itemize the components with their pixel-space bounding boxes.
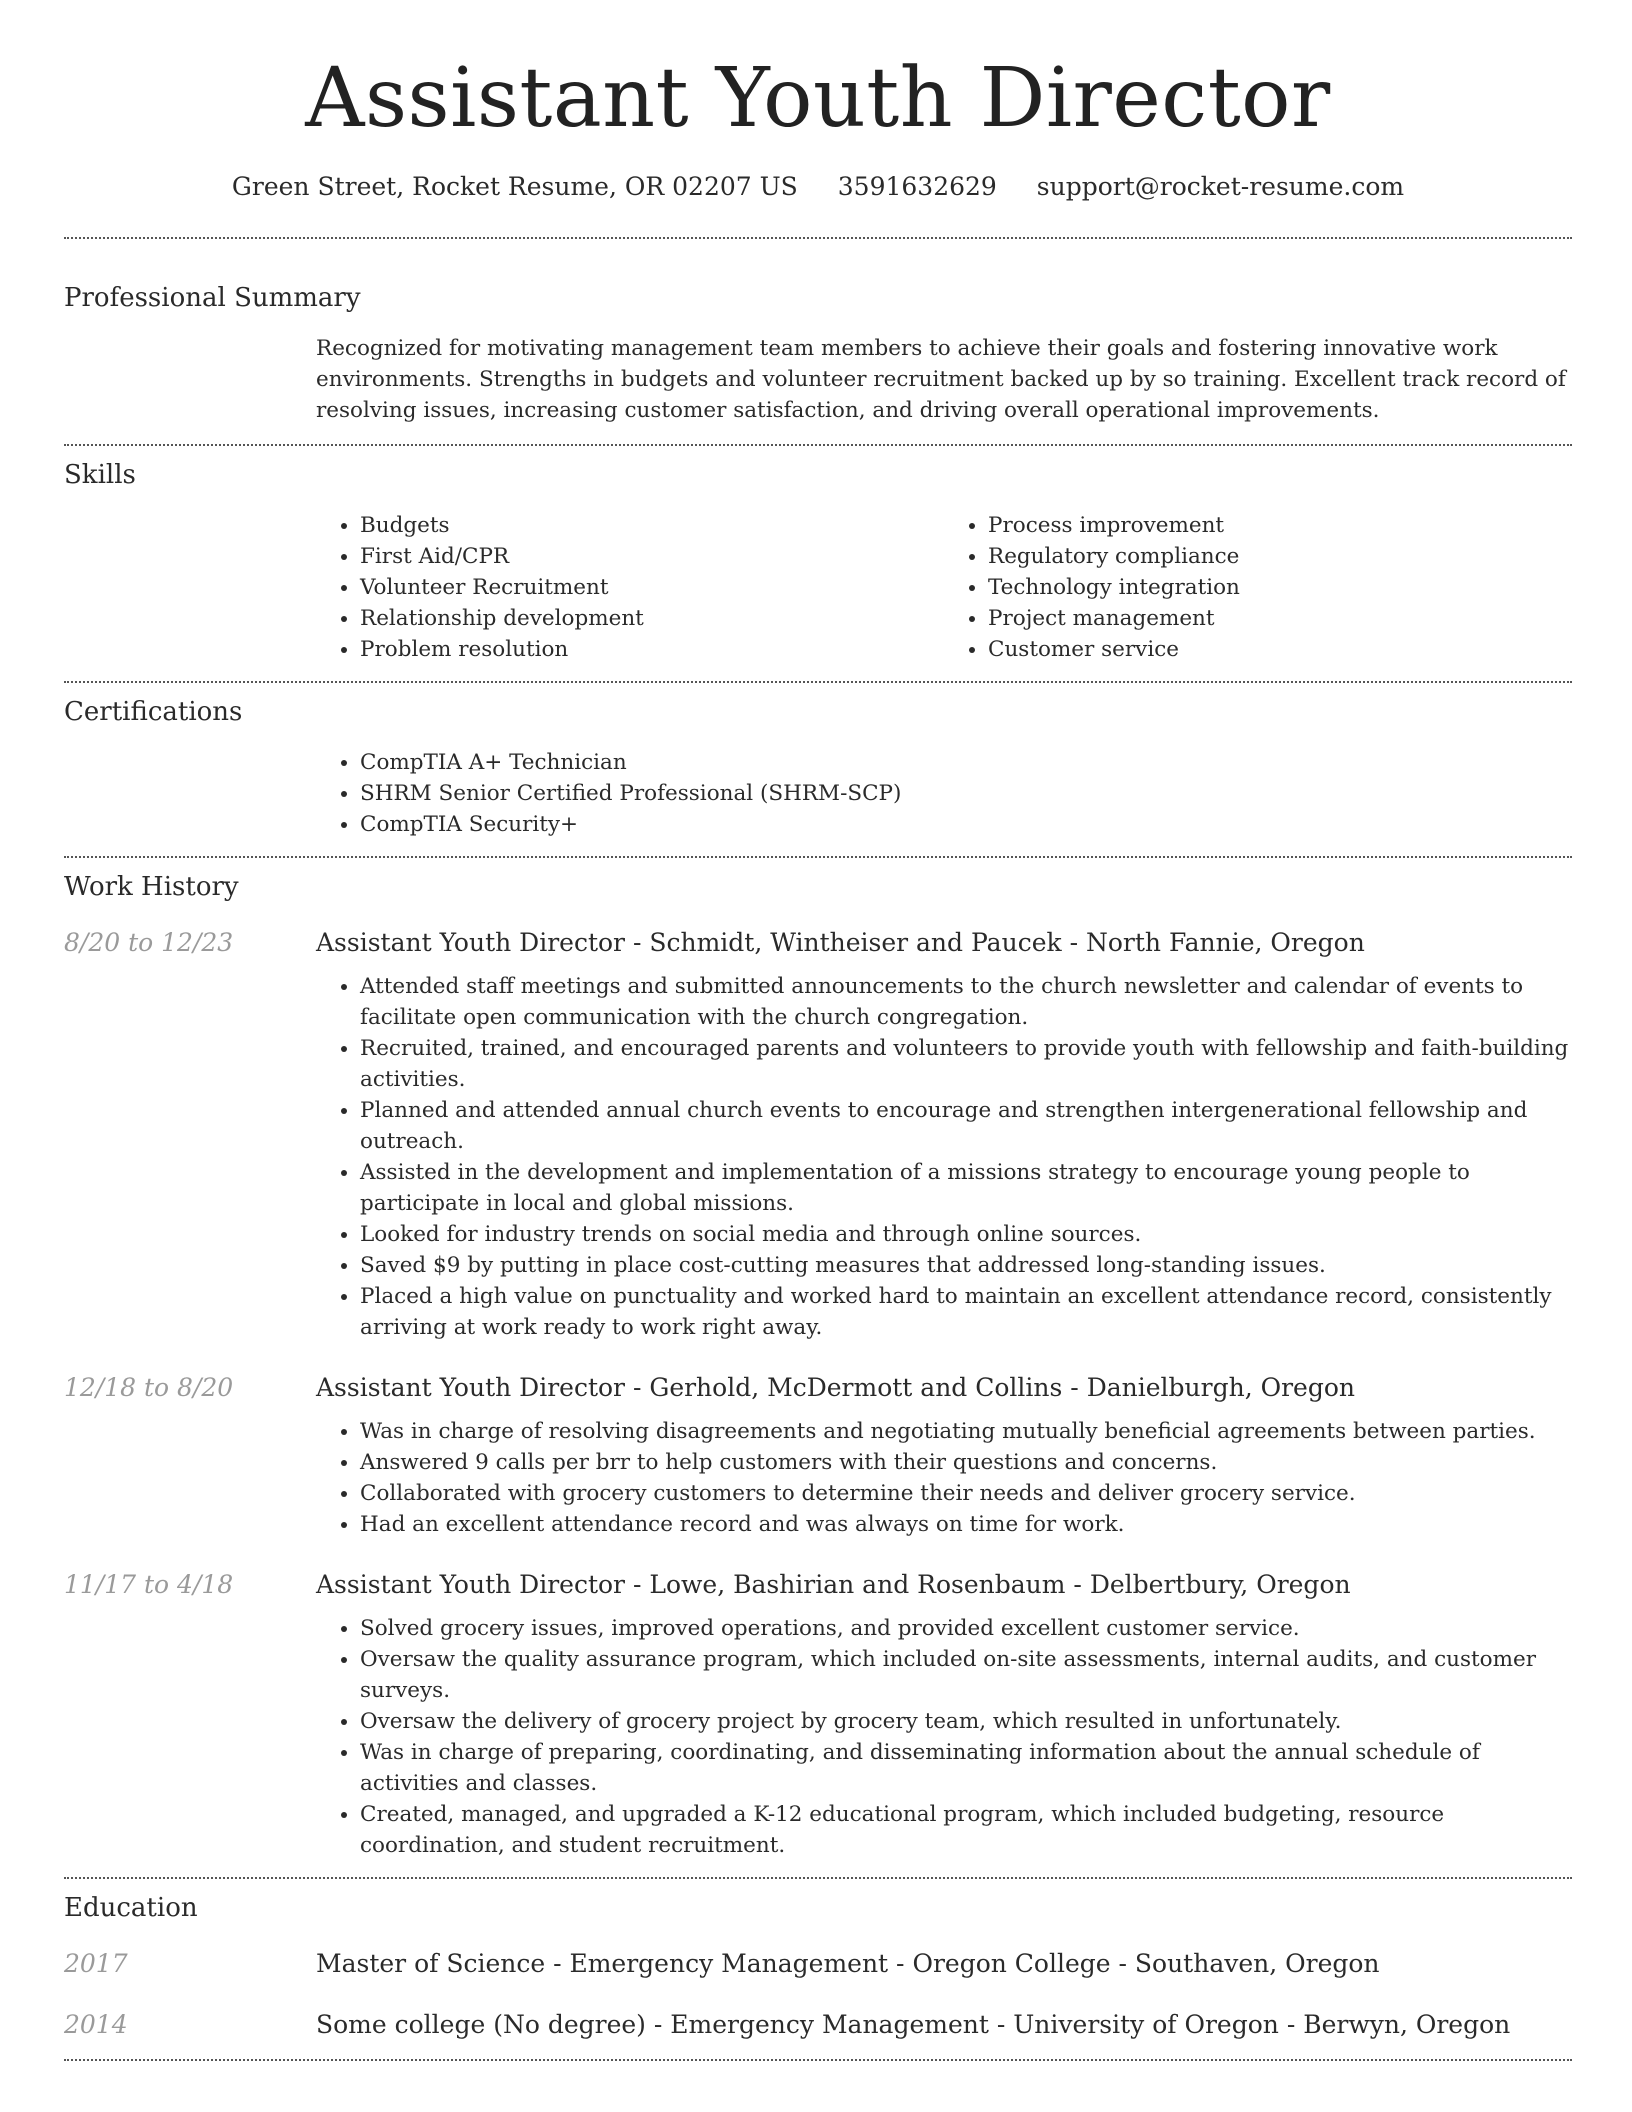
list-item: • Was in charge of resolving disagreements and negotiating mutually beneficial agreements between parties.	[360, 1416, 1572, 1447]
list-item: • Oversaw the delivery of grocery project by grocery team, which resulted in unfortunately.	[360, 1706, 1572, 1737]
candidate-name: Assistant Youth Director	[305, 51, 1331, 146]
list-item: • Planned and attended annual church events to encourage and strengthen intergenerational fellowship and outreach.	[360, 1095, 1572, 1157]
list-item: • Answered 9 calls per brr to help customers with their questions and concerns.	[360, 1447, 1572, 1478]
education-year: 2014	[64, 2010, 128, 2040]
list-item: • Had an excellent attendance record and was always on time for work.	[360, 1509, 1572, 1540]
section-title-summary: Professional Summary	[64, 283, 361, 314]
job-dates: 11/17 to 4/18	[64, 1570, 234, 1600]
job-heading: Assistant Youth Director - Schmidt, Wintheiser and Paucek - North Fannie, Oregon	[316, 928, 1365, 958]
skills-section	[64, 446, 1572, 681]
education-year: 2017	[64, 1949, 128, 1979]
list-item: • Relationship development	[360, 603, 944, 634]
section-title-skills: Skills	[64, 460, 136, 491]
job-company: Schmidt, Wintheiser and Paucek	[649, 928, 1062, 958]
list-item: • Recruited, trained, and encouraged parents and volunteers to provide youth with fellowship and faith-building activities.	[360, 1033, 1572, 1095]
certifications-list	[316, 747, 1572, 856]
education-entry	[64, 2010, 1572, 2059]
list-item: • Saved $9 by putting in place cost-cutting measures that addressed long-standing issues.	[360, 1250, 1572, 1281]
job-title: Assistant Youth Director	[316, 928, 625, 958]
certifications-section	[64, 683, 1572, 856]
list-item: • CompTIA Security+	[360, 809, 1572, 840]
divider	[64, 2059, 1572, 2061]
job-title: Assistant Youth Director	[316, 1570, 625, 1600]
summary-text: Recognized for motivating management team members to achieve their goals and fostering innovative work environments. Strengths in budgets and volunteer recruitment backed up by so training. Excellent track record of resolving issues, increasing customer satisfaction, and driving overall operational improvements.	[316, 336, 1566, 424]
contact-phone: 3591632629	[837, 172, 997, 202]
work-history-section	[64, 858, 1572, 1877]
job-heading: Assistant Youth Director - Lowe, Bashirian and Rosenbaum - Delbertbury, Oregon	[316, 1570, 1351, 1600]
section-title-work-history: Work History	[64, 872, 239, 903]
job-location: North Fannie, Oregon	[1085, 928, 1365, 958]
job-location: Delbertbury, Oregon	[1089, 1570, 1351, 1600]
resume-page	[64, 0, 1572, 2061]
list-item: • Process improvement	[988, 510, 1572, 541]
job-entry	[64, 1570, 1572, 1877]
list-item: • Created, managed, and upgraded a K-12 educational program, which included budgeting, resource coordination, and student recruitment.	[360, 1799, 1572, 1861]
job-entry	[64, 928, 1572, 1343]
list-item: • Attended staff meetings and submitted announcements to the church newsletter and calendar of events to facilitate open communication with the church congregation.	[360, 971, 1572, 1033]
education-section	[64, 1879, 1572, 2059]
section-title-education: Education	[64, 1893, 198, 1924]
contact-address: Green Street, Rocket Resume, OR 02207 US	[231, 172, 798, 202]
job-bullets	[316, 1416, 1572, 1540]
list-item: • Volunteer Recruitment	[360, 572, 944, 603]
job-title: Assistant Youth Director	[316, 1373, 625, 1403]
list-item: • Budgets	[360, 510, 944, 541]
list-item: • First Aid/CPR	[360, 541, 944, 572]
education-details: Master of Science - Emergency Management - Oregon College - Southaven, Oregon	[316, 1949, 1380, 1979]
job-location: Danielburgh, Oregon	[1086, 1373, 1355, 1403]
list-item: • Problem resolution	[360, 634, 944, 665]
job-dates: 12/18 to 8/20	[64, 1373, 234, 1403]
list-item: • Looked for industry trends on social media and through online sources.	[360, 1219, 1572, 1250]
list-item: • Collaborated with grocery customers to determine their needs and deliver grocery service.	[360, 1478, 1572, 1509]
list-item: • Technology integration	[988, 572, 1572, 603]
job-company: Gerhold, McDermott and Collins	[649, 1373, 1063, 1403]
job-entry	[64, 1373, 1572, 1540]
list-item: • Was in charge of preparing, coordinating, and disseminating information about the annual schedule of activities and classes.	[360, 1737, 1572, 1799]
list-item: • Assisted in the development and implementation of a missions strategy to encourage young people to participate in local and global missions.	[360, 1157, 1572, 1219]
list-item: • Customer service	[988, 634, 1572, 665]
job-heading: Assistant Youth Director - Gerhold, McDermott and Collins - Danielburgh, Oregon	[316, 1373, 1355, 1403]
job-company: Lowe, Bashirian and Rosenbaum	[649, 1570, 1066, 1600]
list-item: • Solved grocery issues, improved operations, and provided excellent customer service.	[360, 1613, 1572, 1644]
education-details: Some college (No degree) - Emergency Management - University of Oregon - Berwyn, Oregon	[316, 2010, 1511, 2040]
list-item: • Oversaw the quality assurance program, which included on-site assessments, internal audits, and customer surveys.	[360, 1644, 1572, 1706]
job-bullets	[316, 971, 1572, 1343]
list-item: • SHRM Senior Certified Professional (SHRM-SCP)	[360, 778, 1572, 809]
skills-column-right	[944, 510, 1572, 665]
contact-line	[64, 172, 1572, 201]
skills-list	[316, 510, 1572, 681]
list-item: • CompTIA A+ Technician	[360, 747, 1572, 778]
list-item: • Project management	[988, 603, 1572, 634]
list-item: • Placed a high value on punctuality and worked hard to maintain an excellent attendance record, consistently arriving at work ready to work right away.	[360, 1281, 1572, 1343]
summary-section	[64, 239, 1572, 444]
contact-email: support@rocket-resume.com	[1036, 172, 1405, 202]
section-title-certifications: Certifications	[64, 697, 243, 728]
job-bullets	[316, 1613, 1572, 1861]
education-entry	[64, 1949, 1572, 1978]
list-item: • Regulatory compliance	[988, 541, 1572, 572]
skills-column-left	[316, 510, 944, 665]
job-dates: 8/20 to 12/23	[64, 928, 234, 958]
